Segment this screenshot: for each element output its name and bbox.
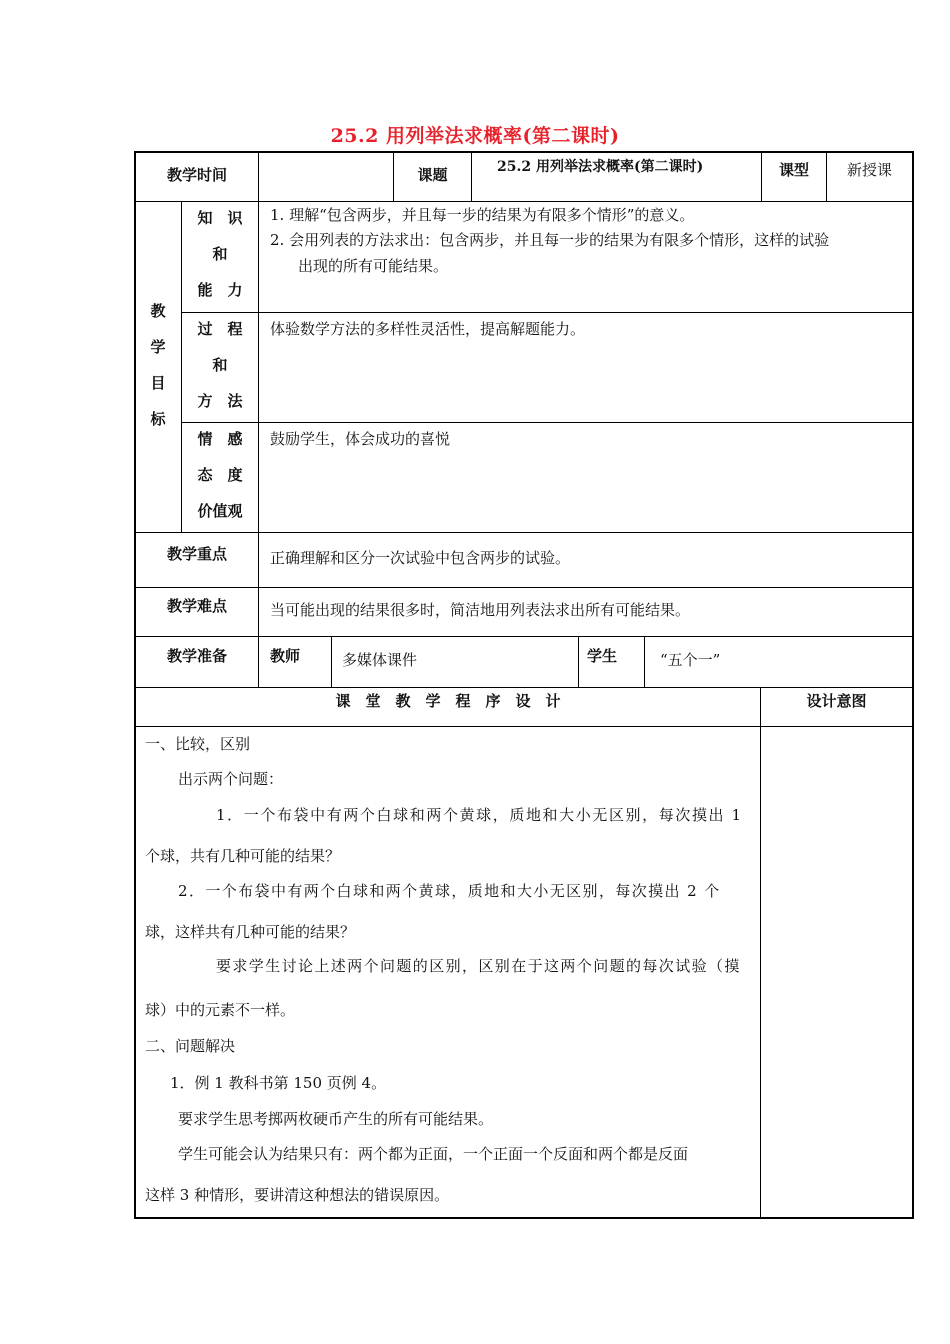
time-label: 教学时间: [166, 166, 227, 184]
difficulty-text: 当可能出现的结果很多时，简洁地用列表法求出所有可能结果。: [270, 601, 691, 619]
design-line: 一、比较，区别: [145, 735, 251, 753]
prep-teacher-label: 教师: [270, 647, 301, 665]
design-line: 球）中的元素不一样。: [145, 1001, 296, 1019]
design-line: 个球，共有几种可能的结果？: [145, 847, 341, 865]
key-point-label: 教学重点: [166, 545, 227, 563]
prep-teacher-value: 多媒体课件: [342, 651, 418, 669]
design-line: 出示两个问题：: [178, 770, 284, 788]
prep-student-label: 学生: [587, 647, 618, 665]
design-header: 课 堂 教 学 程 序 设 计: [335, 692, 561, 710]
design-line: 2．一个布袋中有两个白球和两个黄球，质地和大小无区别，每次摸出 2 个: [178, 882, 721, 900]
type-value: 新授课: [846, 161, 892, 179]
design-line: 要求学生思考掷两枚硬币产生的所有可能结果。: [178, 1110, 494, 1128]
design-line: 学生可能会认为结果只有：两个都为正面，一个正面一个反面和两个都是反面: [178, 1145, 689, 1163]
intent-header: 设计意图: [806, 692, 867, 710]
design-line: 1．一个布袋中有两个白球和两个黄球，质地和大小无区别，每次摸出 1: [216, 806, 743, 824]
emotion-text: 鼓励学生，体会成功的喜悦: [270, 430, 451, 448]
topic-value: 25.2 用列举法求概率(第二课时): [497, 159, 704, 175]
goals-char: 标: [150, 410, 166, 428]
type-label: 课型: [778, 161, 809, 179]
knowledge-item: 1. 理解“包含两步，并且每一步的结果为有限多个情形”的意义。: [270, 206, 695, 224]
document-title: 25.2 用列举法求概率(第二课时): [330, 125, 620, 147]
design-line: 球，这样共有几种可能的结果？: [145, 923, 356, 941]
prep-label: 教学准备: [166, 647, 227, 665]
goals-char: 学: [150, 338, 166, 356]
design-line: 要求学生讨论上述两个问题的区别，区别在于这两个问题的每次试验（摸: [216, 957, 741, 975]
key-point-text: 正确理解和区分一次试验中包含两步的试验。: [270, 549, 571, 567]
goals-char: 教: [150, 302, 166, 320]
design-line: 二、问题解决: [145, 1037, 236, 1055]
difficulty-label: 教学难点: [166, 597, 227, 615]
knowledge-item: 出现的所有可能结果。: [298, 257, 449, 275]
prep-student-value: “五个一”: [660, 651, 721, 669]
knowledge-item: 2. 会用列表的方法求出：包含两步，并且每一步的结果为有限多个情形，这样的试验: [270, 231, 830, 249]
goals-char: 目: [150, 374, 166, 392]
design-line: 1．例 1 教科书第 150 页例 4。: [170, 1074, 387, 1092]
design-line: 这样 3 种情形，要讲清这种想法的错误原因。: [145, 1186, 450, 1204]
process-text: 体验数学方法的多样性灵活性，提高解题能力。: [270, 320, 586, 338]
topic-label: 课题: [417, 166, 448, 184]
